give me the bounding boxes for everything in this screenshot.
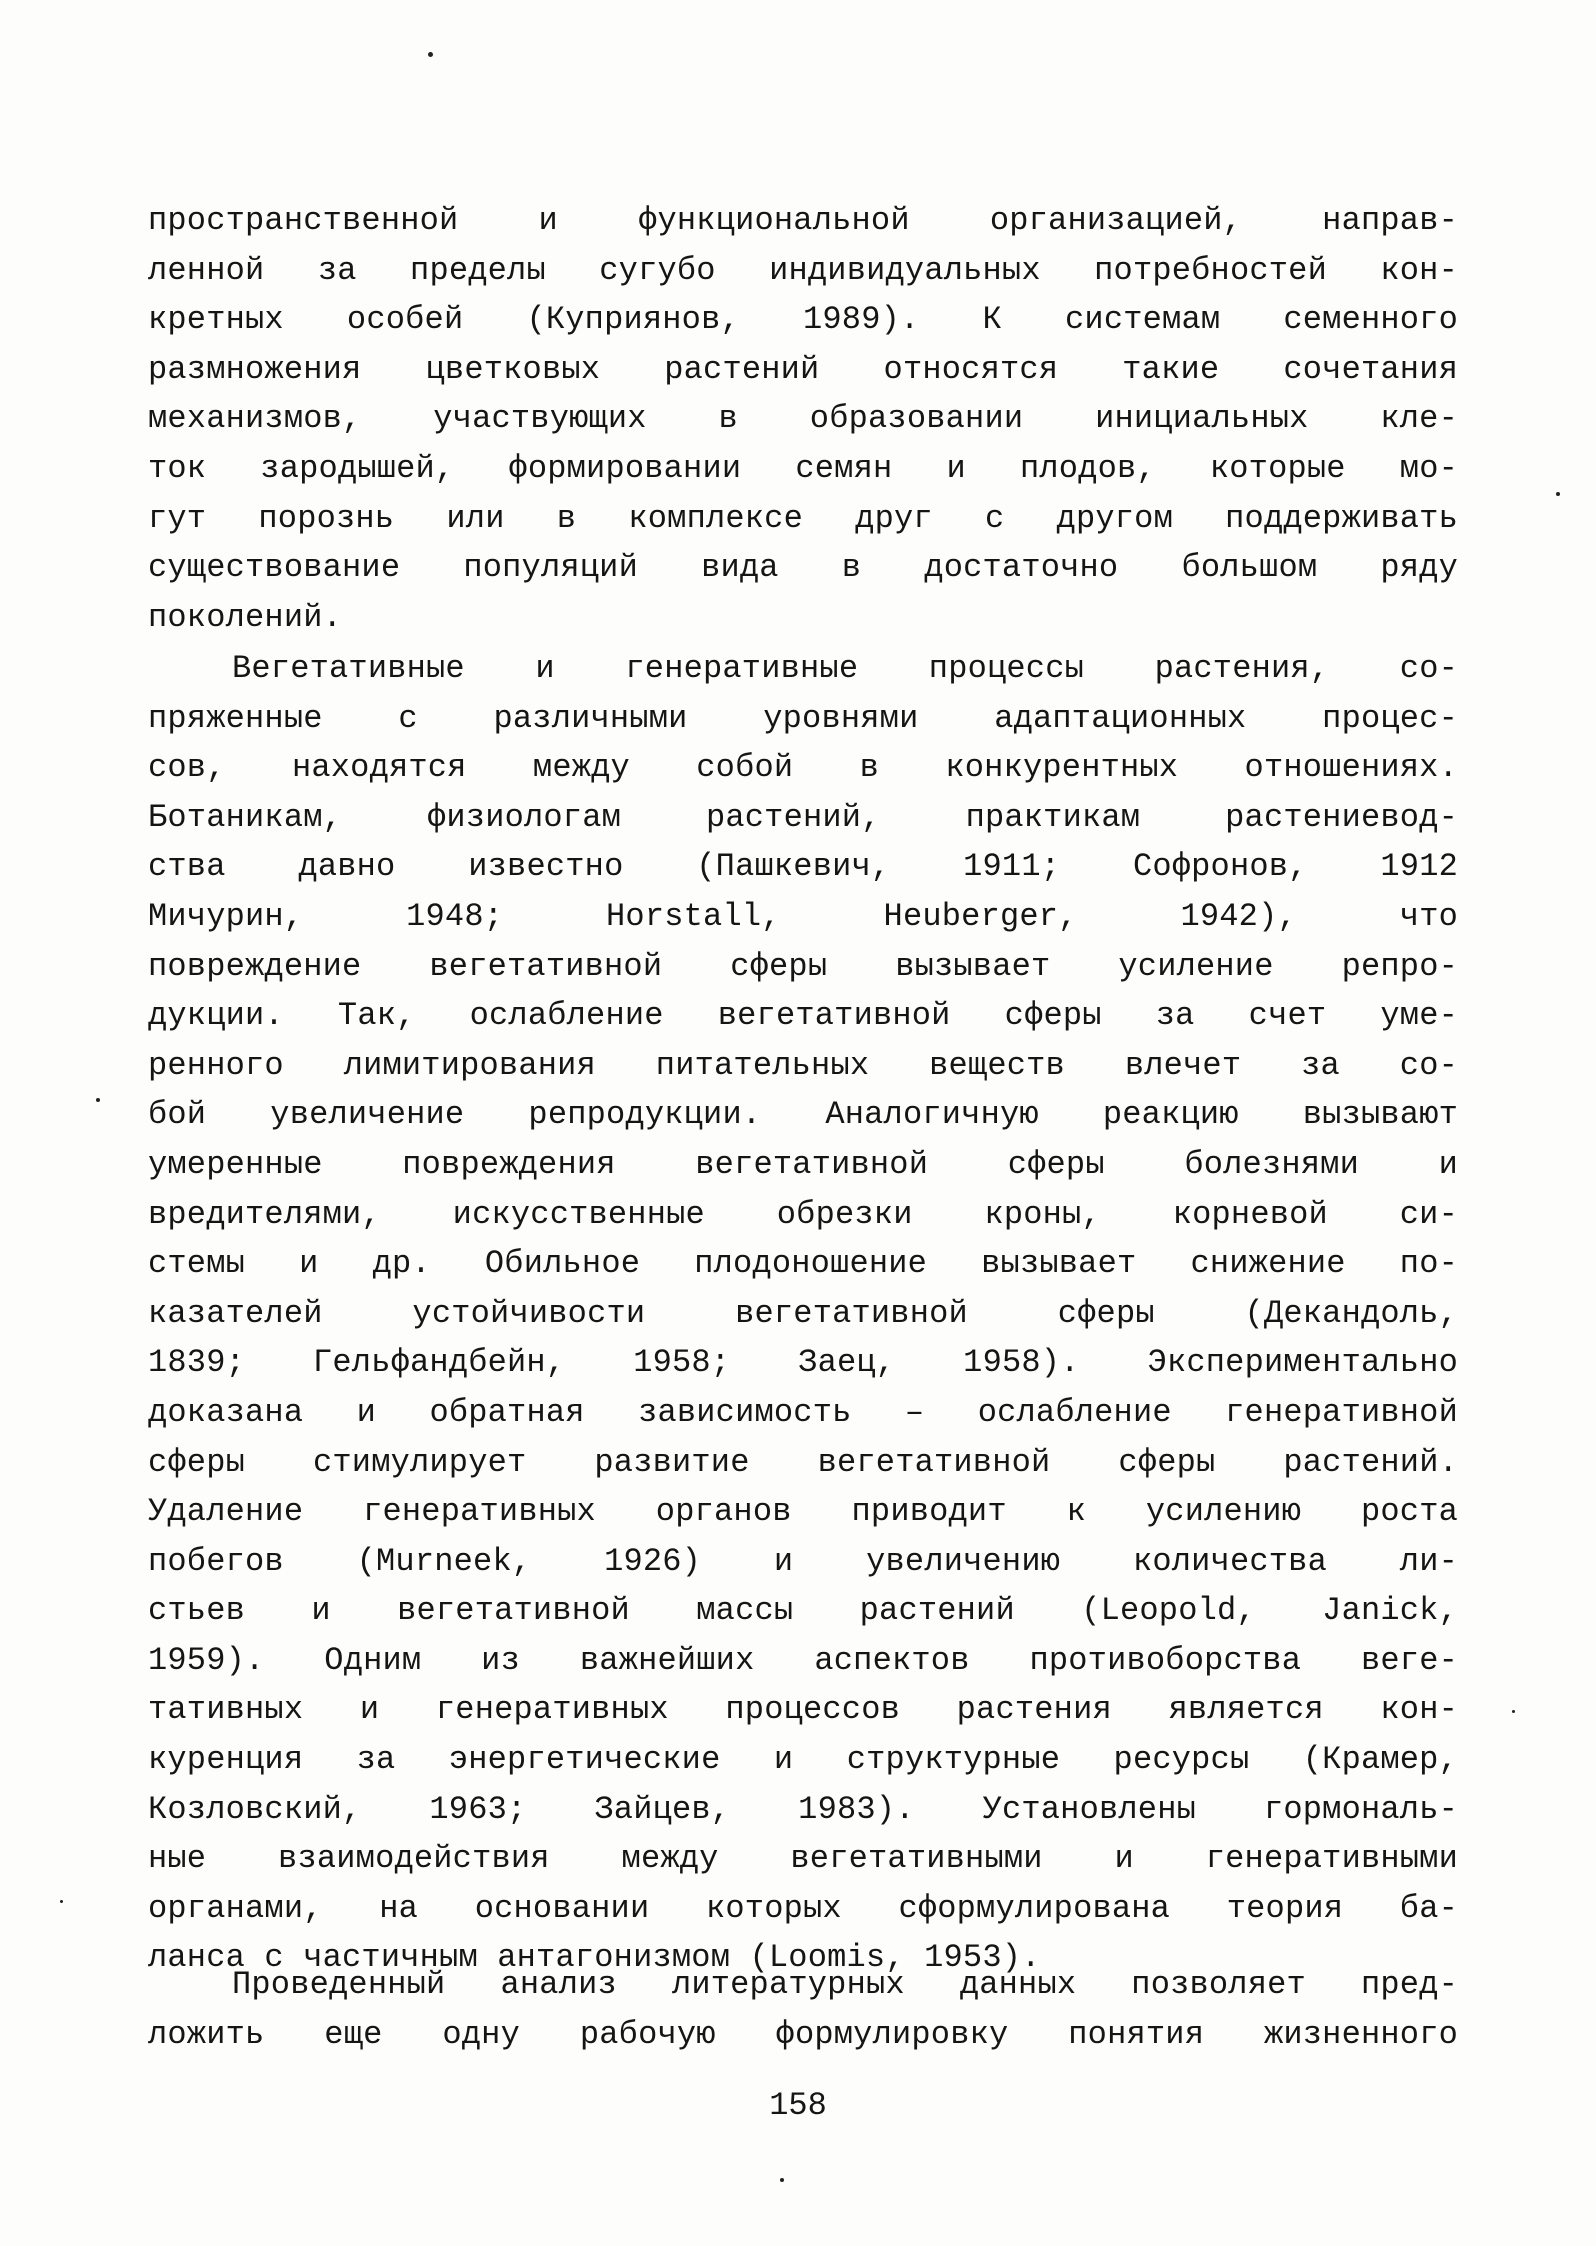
paragraph-1 (148, 196, 1458, 642)
text-line: вредителями, искусственные обрезки кроны, корневой си- (148, 1195, 1458, 1233)
scan-speck (428, 52, 433, 57)
text-line: Ботаникам, физиологам растений, практикам растениевод- (148, 798, 1458, 836)
text-line: органами, на основании которых сформулирована теория ба- (148, 1889, 1458, 1927)
text-line: ства давно известно (Пашкевич, 1911; Софронов, 1912 (148, 848, 1458, 886)
text-line: пряженные с различными уровнями адаптационных процес- (148, 699, 1458, 737)
scan-speck (60, 1900, 63, 1903)
text-line: ленной за пределы сугубо индивидуальных потребностей кон- (148, 251, 1458, 289)
text-line: гут порознь или в комплексе друг с другом поддерживать (148, 499, 1458, 537)
text-line: Мичурин, 1948; Horstall, Heuberger, 1942), что (148, 897, 1458, 935)
text-line: стьев и вегетативной массы растений (Leopold, Janick, (148, 1592, 1458, 1630)
text-line: Вегетативные и генеративные процессы растения, со- (232, 650, 1458, 687)
scan-speck (96, 1098, 100, 1102)
text-line: ложить еще одну рабочую формулировку понятия жизненного (148, 2015, 1458, 2053)
text-line: казателей устойчивости вегетативной сферы (Декандоль, (148, 1294, 1458, 1332)
text-line: стемы и др. Обильное плодоношение вызывает снижение по- (148, 1245, 1458, 1283)
text-line: повреждение вегетативной сферы вызывает усиление репро- (148, 947, 1458, 985)
text-line: Проведенный анализ литературных данных позволяет пред- (232, 1966, 1458, 2003)
text-line: 1959). Одним из важнейших аспектов противоборства веге- (148, 1641, 1458, 1679)
text-line: 1839; Гельфандбейн, 1958; Заец, 1958). Экспериментально (148, 1344, 1458, 1382)
paragraph-2 (148, 644, 1458, 1983)
text-line: побегов (Murneek, 1926) и увеличению количества ли- (148, 1542, 1458, 1580)
text-line: куренция за энергетические и структурные ресурсы (Крамер, (148, 1741, 1458, 1779)
scan-speck (1556, 492, 1560, 496)
text-line: сов, находятся между собой в конкурентных отношениях. (148, 749, 1458, 787)
text-line: ренного лимитирования питательных веществ влечет за со- (148, 1046, 1458, 1084)
scan-speck (780, 2178, 784, 2182)
text-line: сферы стимулирует развитие вегетативной сферы растений. (148, 1443, 1458, 1481)
text-line: доказана и обратная зависимость – ослабление генеративной (148, 1393, 1458, 1431)
scan-speck (1512, 1710, 1515, 1713)
text-line: тативных и генеративных процессов растения является кон- (148, 1691, 1458, 1729)
text-line: размножения цветковых растений относятся такие сочетания (148, 350, 1458, 388)
text-line: Удаление генеративных органов приводит к усилению роста (148, 1493, 1458, 1531)
text-line: ные взаимодействия между вегетативными и генеративными (148, 1840, 1458, 1878)
text-line: кретных особей (Куприянов, 1989). К системам семенного (148, 301, 1458, 339)
text-line: Козловский, 1963; Зайцев, 1983). Установлены гормональ- (148, 1790, 1458, 1828)
text-line: существование популяций вида в достаточно большом ряду (148, 549, 1458, 587)
text-line: ток зародышей, формировании семян и плодов, которые мо- (148, 449, 1458, 487)
paragraph-3 (148, 1960, 1458, 2059)
text-line: пространственной и функциональной организацией, направ- (148, 202, 1458, 239)
text-line: механизмов, участвующих в образовании инициальных кле- (148, 400, 1458, 438)
text-line: бой увеличение репродукции. Аналогичную реакцию вызывают (148, 1096, 1458, 1134)
text-line: поколений. (148, 598, 343, 636)
page-number: 158 (769, 2087, 827, 2124)
text-line: умеренные повреждения вегетативной сферы болезнями и (148, 1145, 1458, 1183)
text-line: ланса с частичным антагонизмом (Loomis, 1953). (148, 1939, 1041, 1977)
text-line: дукции. Так, ослабление вегетативной сферы за счет уме- (148, 997, 1458, 1035)
